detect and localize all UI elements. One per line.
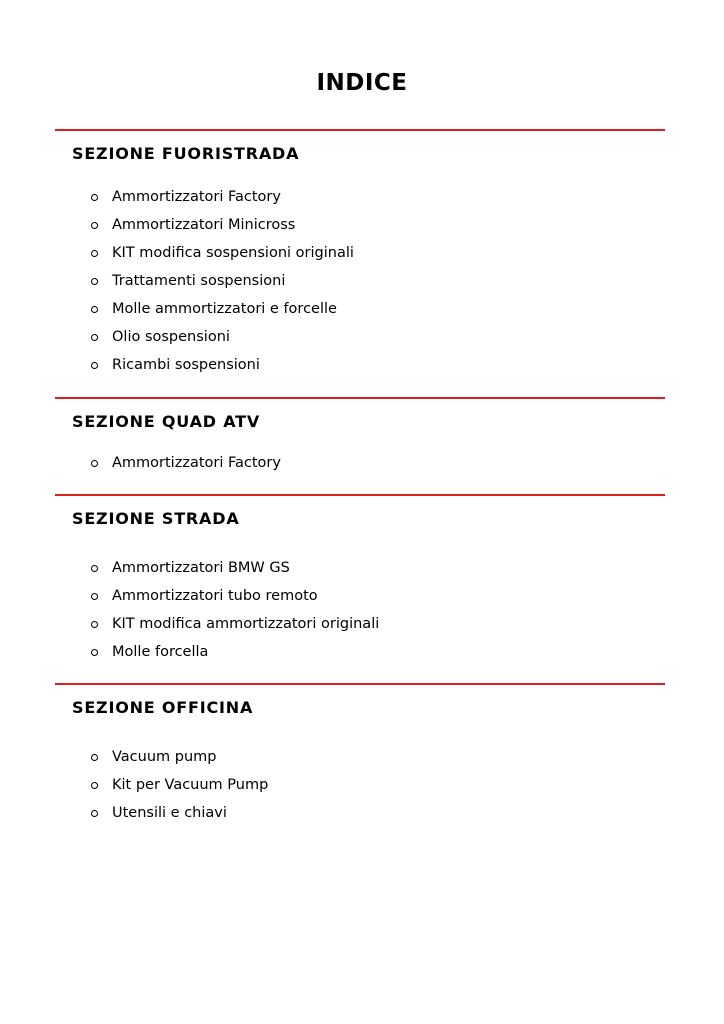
list-item — [91, 183, 665, 211]
section-divider — [55, 397, 665, 399]
section-title: SEZIONE OFFICINA — [72, 698, 254, 717]
item-list — [55, 449, 665, 477]
list-item — [91, 799, 665, 827]
hollow-circle-bullet-icon — [91, 649, 98, 656]
section-title: SEZIONE STRADA — [72, 509, 240, 528]
list-item — [91, 638, 665, 666]
hollow-circle-bullet-icon — [91, 362, 98, 369]
section-quad-atv — [55, 397, 665, 477]
item-list — [55, 743, 665, 827]
hollow-circle-bullet-icon — [91, 621, 98, 628]
hollow-circle-bullet-icon — [91, 460, 98, 467]
list-item — [91, 267, 665, 295]
section-divider — [55, 683, 665, 685]
hollow-circle-bullet-icon — [91, 593, 98, 600]
list-item — [91, 610, 665, 638]
list-item — [91, 743, 665, 771]
list-item — [91, 771, 665, 799]
item-label: Ammortizzatori Factory — [112, 455, 281, 471]
item-label: Ricambi sospensioni — [112, 357, 260, 373]
hollow-circle-bullet-icon — [91, 194, 98, 201]
hollow-circle-bullet-icon — [91, 250, 98, 257]
list-item — [91, 239, 665, 267]
list-item — [91, 554, 665, 582]
hollow-circle-bullet-icon — [91, 278, 98, 285]
hollow-circle-bullet-icon — [91, 306, 98, 313]
section-divider — [55, 129, 665, 131]
list-item — [91, 211, 665, 239]
section-title: SEZIONE FUORISTRADA — [72, 144, 300, 163]
item-label: Ammortizzatori Factory — [112, 189, 281, 205]
item-label: Utensili e chiavi — [112, 805, 227, 821]
list-item — [91, 582, 665, 610]
item-label: Molle ammortizzatori e forcelle — [112, 301, 337, 317]
hollow-circle-bullet-icon — [91, 565, 98, 572]
item-label: KIT modifica sospensioni originali — [112, 245, 354, 261]
item-label: Vacuum pump — [112, 749, 217, 765]
section-strada — [55, 494, 665, 666]
item-list — [55, 183, 665, 379]
item-label: Ammortizzatori Minicross — [112, 217, 296, 233]
item-label: Ammortizzatori tubo remoto — [112, 588, 318, 604]
list-item — [91, 323, 665, 351]
hollow-circle-bullet-icon — [91, 782, 98, 789]
list-item — [91, 449, 665, 477]
list-item — [91, 295, 665, 323]
item-label: Olio sospensioni — [112, 329, 230, 345]
section-divider — [55, 494, 665, 496]
item-label: Molle forcella — [112, 644, 209, 660]
item-label: Trattamenti sospensioni — [112, 273, 286, 289]
item-list — [55, 554, 665, 666]
hollow-circle-bullet-icon — [91, 754, 98, 761]
item-label: Kit per Vacuum Pump — [112, 777, 269, 793]
section-officina — [55, 683, 665, 827]
hollow-circle-bullet-icon — [91, 810, 98, 817]
item-label: KIT modifica ammortizzatori originali — [112, 616, 380, 632]
list-item — [91, 351, 665, 379]
hollow-circle-bullet-icon — [91, 334, 98, 341]
section-title: SEZIONE QUAD ATV — [72, 412, 261, 431]
item-label: Ammortizzatori BMW GS — [112, 560, 290, 576]
page-title: INDICE — [316, 70, 408, 96]
section-fuoristrada — [55, 129, 665, 379]
hollow-circle-bullet-icon — [91, 222, 98, 229]
